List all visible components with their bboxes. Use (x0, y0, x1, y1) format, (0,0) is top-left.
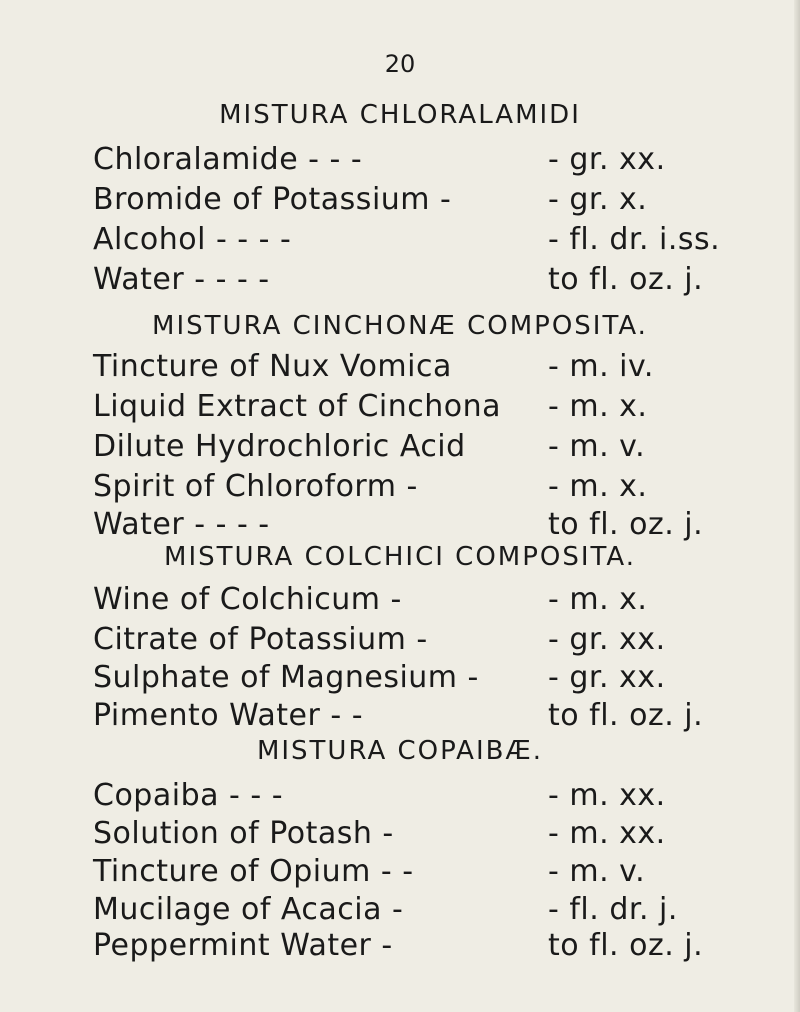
ingredient-row (0, 582, 800, 622)
ingredient-dose: to fl. oz. j. (548, 507, 704, 542)
ingredient-name: Liquid Extract of Cinchona (93, 389, 502, 424)
ingredient-row (0, 429, 800, 469)
ingredient-dose: - m. iv. (548, 349, 654, 384)
ingredient-dose: - m. v. (548, 429, 646, 464)
ingredient-name: Mucilage of Acacia - (93, 892, 404, 927)
ingredient-dose: - m. x. (548, 389, 648, 424)
ingredient-row (0, 854, 800, 894)
ingredient-name: Solution of Potash - (93, 816, 394, 851)
ingredient-row (0, 507, 800, 547)
ingredient-name: Chloralamide - - - (93, 142, 363, 177)
ingredient-row (0, 389, 800, 429)
ingredient-row (0, 816, 800, 856)
ingredient-row (0, 349, 800, 389)
ingredient-name: Sulphate of Magnesium - (93, 660, 479, 695)
formula-heading: MISTURA CINCHONÆ COMPOSITA. (152, 311, 648, 341)
ingredient-row (0, 182, 800, 222)
ingredient-name: Tincture of Nux Vomica (93, 349, 452, 384)
ingredient-row (0, 778, 800, 818)
ingredient-name: Bromide of Potassium - (93, 182, 452, 217)
ingredient-dose: - fl. dr. i.ss. (548, 222, 721, 257)
ingredient-row (0, 892, 800, 932)
ingredient-name: Citrate of Potassium - (93, 622, 428, 657)
ingredient-name: Pimento Water - - (93, 698, 364, 733)
ingredient-name: Copaiba - - - (93, 778, 284, 813)
ingredient-row (0, 142, 800, 182)
ingredient-row (0, 660, 800, 700)
ingredient-dose: - gr. xx. (548, 622, 666, 657)
ingredient-dose: - m. xx. (548, 778, 666, 813)
ingredient-dose: - m. xx. (548, 816, 666, 851)
ingredient-dose: - gr. xx. (548, 660, 666, 695)
ingredient-name: Spirit of Chloroform - (93, 469, 418, 504)
ingredient-dose: to fl. oz. j. (548, 928, 704, 963)
page-edge-shadow (794, 0, 800, 1012)
ingredient-dose: - m. x. (548, 582, 648, 617)
ingredient-row (0, 928, 800, 968)
ingredient-name: Water - - - - (93, 262, 270, 297)
formula-heading: MISTURA COPAIBÆ. (256, 736, 544, 766)
page-number: 20 (384, 50, 416, 78)
ingredient-name: Dilute Hydrochloric Acid (93, 429, 466, 464)
ingredient-dose: - gr. xx. (548, 142, 666, 177)
ingredient-name: Peppermint Water - (93, 928, 393, 963)
formula-heading: MISTURA CHLORALAMIDI (219, 100, 581, 130)
ingredient-row (0, 622, 800, 662)
ingredient-name: Water - - - - (93, 507, 270, 542)
ingredient-row (0, 698, 800, 738)
ingredient-dose: - gr. x. (548, 182, 648, 217)
ingredient-row (0, 262, 800, 302)
ingredient-row (0, 469, 800, 509)
ingredient-name: Wine of Colchicum - (93, 582, 402, 617)
formula-heading: MISTURA COLCHICI COMPOSITA. (164, 542, 636, 572)
ingredient-dose: to fl. oz. j. (548, 262, 704, 297)
ingredient-row (0, 222, 800, 262)
ingredient-dose: - fl. dr. j. (548, 892, 678, 927)
ingredient-dose: - m. v. (548, 854, 646, 889)
ingredient-dose: - m. x. (548, 469, 648, 504)
ingredient-dose: to fl. oz. j. (548, 698, 704, 733)
ingredient-name: Alcohol - - - - (93, 222, 292, 257)
ingredient-name: Tincture of Opium - - (93, 854, 414, 889)
